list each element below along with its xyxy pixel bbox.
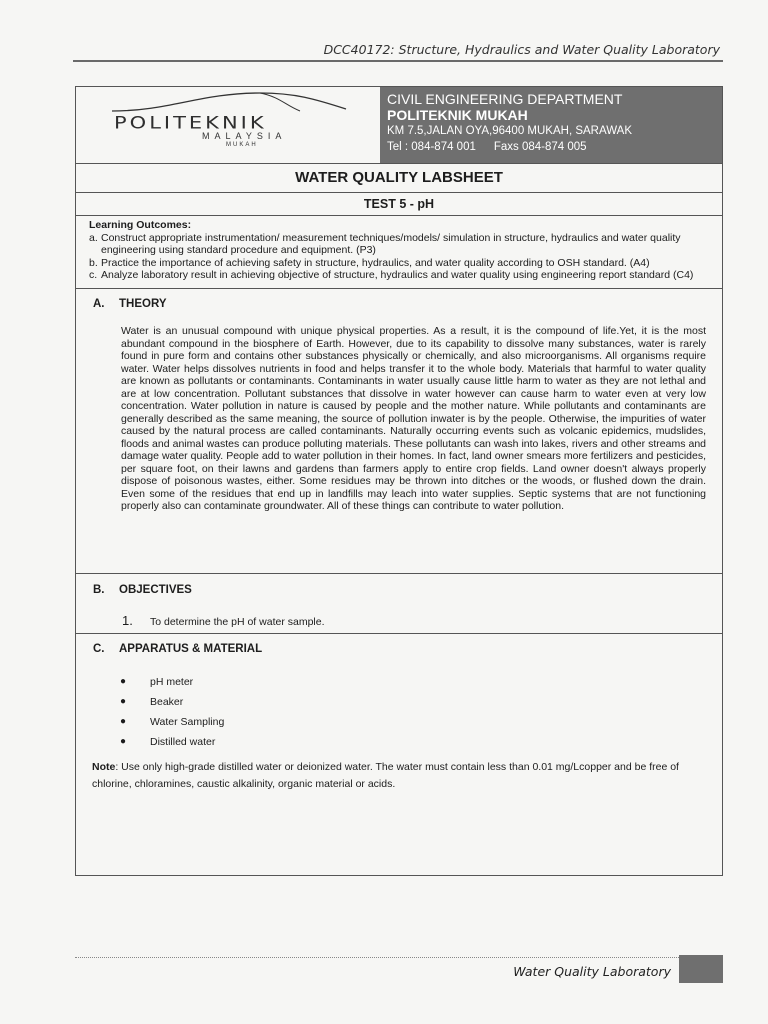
logo-cell <box>76 87 381 163</box>
learning-outcome-item <box>89 257 716 270</box>
institution-banner <box>380 87 722 163</box>
footer-block <box>679 955 723 983</box>
apparatus-item: Water Sampling <box>150 716 225 728</box>
apparatus-list <box>120 672 224 752</box>
bullet-icon: ● <box>120 716 127 727</box>
page-header-course: DCC40172: Structure, Hydraulics and Water Quality Laboratory <box>323 42 720 57</box>
logo-sub2: MUKAH <box>226 142 258 148</box>
section-theory-heading <box>76 298 722 310</box>
objective-text: To determine the pH of water sample. <box>150 616 325 628</box>
learning-outcome-text: Analyze laboratory result in achieving objective of structure, hydraulics and water quality using engineering report standard (C4) <box>101 269 694 281</box>
department-name: CIVIL ENGINEERING DEPARTMENT <box>387 91 623 107</box>
section-objectives-heading <box>76 584 722 596</box>
learning-outcome-item <box>89 232 716 257</box>
logo-sub: MALAYSIA <box>202 131 287 141</box>
section-letter: A. <box>93 298 105 310</box>
list-item <box>120 712 224 732</box>
logo-wordmark: POLITEKNIK <box>114 113 267 133</box>
learning-outcome-text: Construct appropriate instrumentation/ measurement techniques/models/ simulation in structure, hydraulics and water quality engineering using standard procedure and equipment. (P3) <box>101 231 681 256</box>
objective-item <box>122 613 325 628</box>
institution-contact <box>387 139 722 155</box>
section-apparatus-heading <box>76 643 722 655</box>
section-title: OBJECTIVES <box>119 584 192 596</box>
theory-paragraph: Water is an unusual compound with unique physical properties. As a result, it is the compound of life.Yet, it is the most abundant compound in the biosphere of Earth. However, due to its capability to dissolve many substances, water is rarely found in pure form and contains other substances physically or chemically, and also microorganisms. All organisms require water. Water helps dissolves nutrients in food and helps transfer it to the whole body. Materials that harmful to water quality are known as pollutants or contaminants. Contaminants in water usually cause little harm to water as they are not lethal and are at low concentration. Pollutant substances that dissolve in water however can cause harm to water even at very low concentration. Water pollution in nature is caused by people and the mother nature. While pollutants and contaminants are generally described as the same meaning, the source of pollution inwater is by the people. Otherwise, the impurities of water caused by the natural process are called contaminants. Naturally occurring events such as volcanic epidemics, mudslides, floods and animal wastes can produce polluting materials. These pollutants can wash into lakes, rivers and other streams and damage water quality. People add to water pollution in their homes. In fact, land owner smears more fertilizers and pesticides, per square foot, on their lawns and gardens than farmers apply to entire crop fields. Land owner doesn't always properly dispose of poisonous wastes, either. Some residues may be thrown into ditches or the woods, or flushed down the drain. Even some of the residues that end up in landfills may leach into water supplies. Septic systems that are not functioning properly also can contaminate groundwater. All of these things can contribute to water pollution. <box>121 325 706 512</box>
list-item <box>120 672 224 692</box>
fax: Faxs 084-874 005 <box>493 141 587 153</box>
telephone: Tel : 084-874 001 <box>387 141 476 153</box>
apparatus-item: pH meter <box>150 676 194 688</box>
section-letter: C. <box>93 643 105 655</box>
section-title: APPARATUS & MATERIAL <box>119 643 263 655</box>
apparatus-item: Beaker <box>150 696 184 708</box>
header-rule <box>73 60 723 62</box>
test-title: TEST 5 - pH <box>76 193 722 216</box>
institution-name: POLITEKNIK MUKAH <box>387 107 528 123</box>
learning-outcome-label: a. <box>89 231 98 244</box>
learning-outcome-label: c. <box>89 269 98 281</box>
learning-outcomes <box>76 216 722 289</box>
apparatus-item: Distilled water <box>150 736 216 748</box>
learning-outcome-text: Practice the importance of achieving safety in structure, hydraulics, and water quality according to OSH standard. (A4) <box>101 256 650 269</box>
list-item <box>120 732 224 752</box>
objective-number: 1. <box>122 613 133 628</box>
labsheet-frame <box>75 86 723 876</box>
section-divider <box>76 573 722 574</box>
bullet-icon: ● <box>120 696 127 707</box>
note-text: : Use only high-grade distilled water or deionized water. The water must contain less than 0.01 mg/Lcopper and be free of chlorine, chloramines, caustic alkalinity, organic material or acids. <box>92 761 679 790</box>
bullet-icon: ● <box>120 736 127 747</box>
footer-text: Water Quality Laboratory <box>513 964 671 979</box>
learning-outcome-label: b. <box>89 256 98 269</box>
bullet-icon: ● <box>120 676 127 687</box>
section-divider <box>76 633 722 634</box>
labsheet-title: WATER QUALITY LABSHEET <box>76 163 722 193</box>
list-item <box>120 692 224 712</box>
section-title: THEORY <box>119 298 167 310</box>
section-letter: B. <box>93 584 105 596</box>
learning-outcomes-heading: Learning Outcomes: <box>89 219 192 231</box>
logo-swoosh-icon <box>110 91 350 115</box>
learning-outcome-item <box>89 269 716 282</box>
note-label: Note <box>92 761 116 773</box>
institution-address: KM 7.5,JALAN OYA,96400 MUKAH, SARAWAK <box>387 125 632 137</box>
note-paragraph <box>92 759 707 793</box>
footer-rule <box>75 957 679 958</box>
